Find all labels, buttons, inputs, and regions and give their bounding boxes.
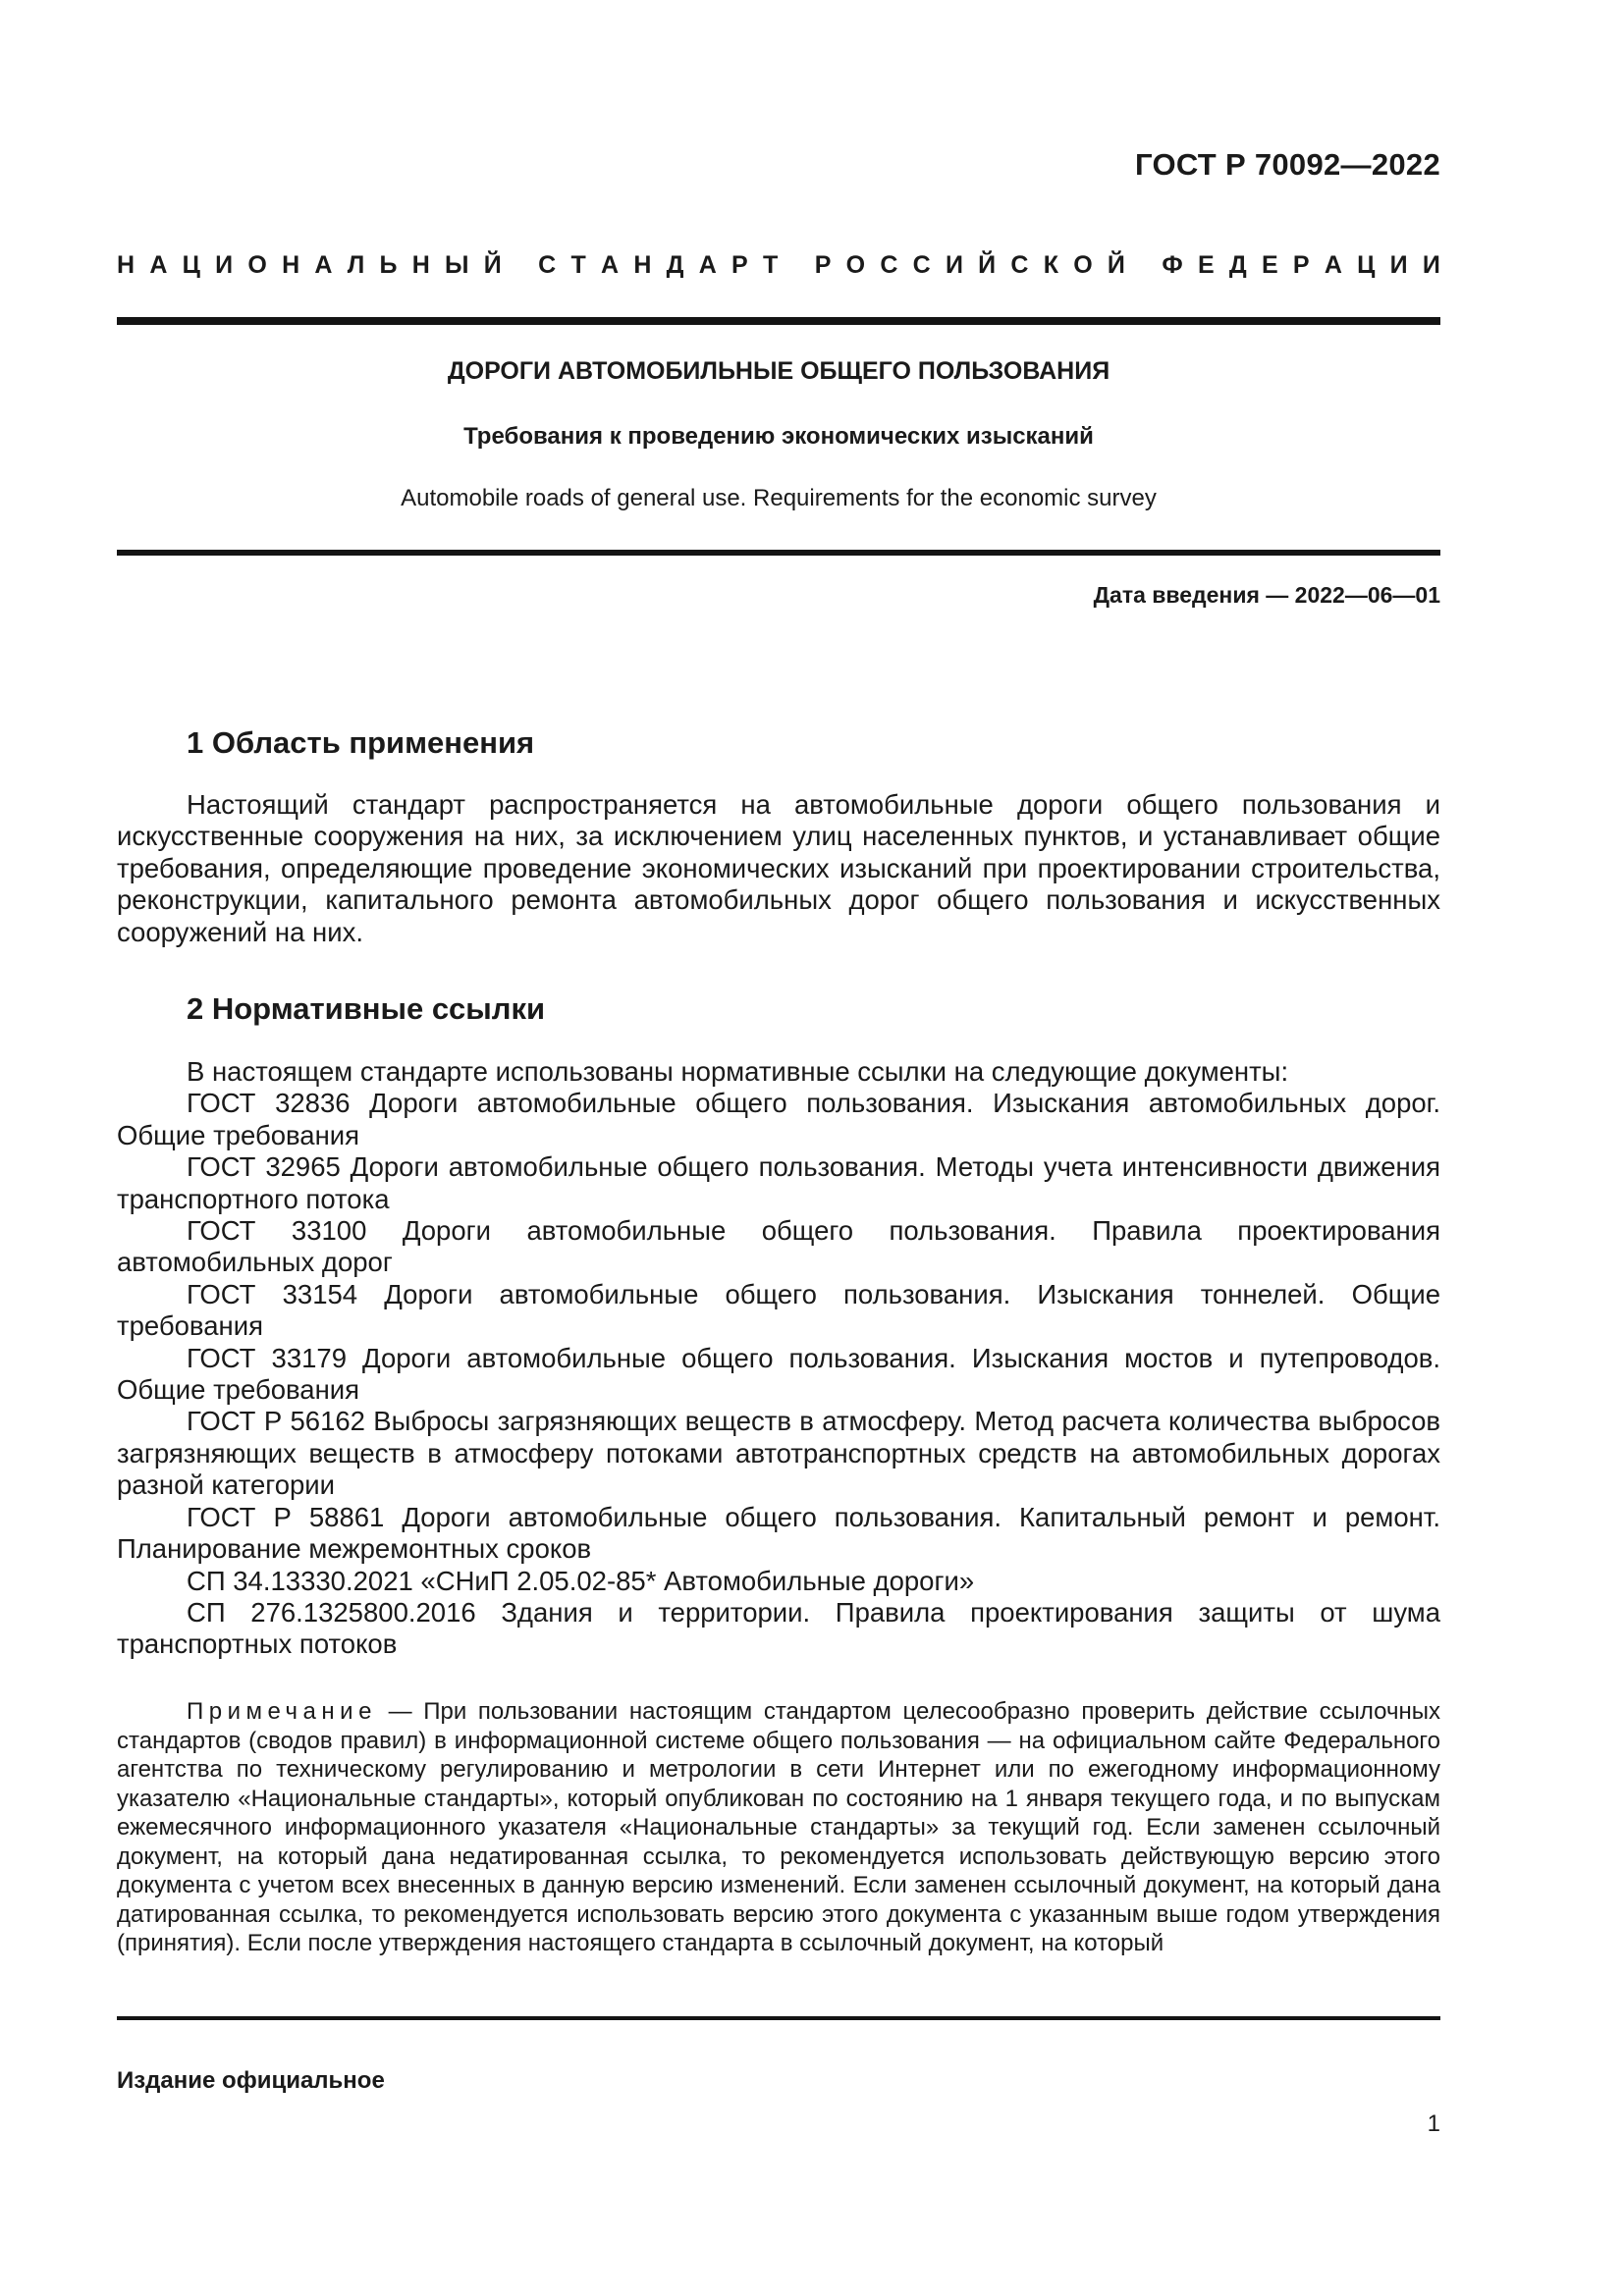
banner-letter: О (247, 251, 267, 279)
footer-rule (117, 2016, 1440, 2020)
banner-letter: А (149, 251, 168, 279)
banner-letter: О (1073, 251, 1093, 279)
banner-letter (1140, 251, 1147, 280)
banner-letter: Т (762, 251, 779, 279)
banner-letter: А (314, 251, 333, 279)
banner-letter: Ц (182, 251, 200, 279)
reference-item: ГОСТ 32836 Дороги автомобильные общего пользования. Изыскания автомобильных дорог. Общие требования (117, 1088, 1440, 1150)
banner-letter: Ц (1357, 251, 1376, 279)
banner-letter: И (215, 251, 234, 279)
banner-letter: Ы (445, 251, 469, 279)
section-2-heading: 2 Нормативные ссылки (187, 991, 546, 1026)
banner-letter: Т (570, 251, 586, 279)
page-number: 1 (1427, 2110, 1440, 2137)
banner-letter (792, 251, 799, 280)
banner-letter: Н (117, 251, 135, 279)
official-edition-label: Издание официальное (117, 2067, 385, 2094)
title-bottom-rule (117, 550, 1440, 556)
reference-item: ГОСТ 33154 Дороги автомобильные общего пользования. Изыскания тоннелей. Общие требования (117, 1278, 1440, 1342)
banner-letter: К (1043, 251, 1058, 279)
note-text: — При пользовании настоящим стандартом целесообразно проверить действие ссылочных стандартов (сводов правил) в информационной системе общего пользования — на официальном сайте Федерального агентства по техническому регулированию и метрологии в сети Интернет или по ежегодному информационному указателю «Национальные стандарты», который опубликован по состоянию на 1 января текущего года, и по выпускам ежемесячного информационного указателя «Национальные стандарты» за текущий год. Если заменен ссылочный документ, на который дана недатированная ссылка, то рекомендуется использовать действующую версию этого документа с учетом всех внесенных в данную версию изменений. Если заменен ссылочный документ, на который дана датированная ссылка, то рекомендуется использовать версию этого документа с указанным выше годом утверждения (принятия). Если после утверждения настоящего стандарта в ссылочный документ, на который (117, 1698, 1440, 1956)
banner-letter: Р (1292, 251, 1310, 279)
banner-letter: Ь (379, 251, 398, 279)
banner-letter: Р (814, 251, 832, 279)
banner-letter: Е (1197, 251, 1215, 279)
banner-letter: Й (978, 251, 997, 279)
banner-letter: А (601, 251, 620, 279)
banner-letter: Ф (1162, 251, 1183, 279)
banner-letter: А (1324, 251, 1342, 279)
banner-letter (516, 251, 523, 280)
banner-letter: С (1010, 251, 1029, 279)
banner-letter: И (1422, 251, 1440, 279)
reference-item: ГОСТ Р 56162 Выбросы загрязняющих веществ в атмосферу. Метод расчета количества выбросов загрязняющих веществ в атмосферу потоками автотранспортных средств на автомобильных дорогах разной категории (117, 1406, 1440, 1501)
banner-letter: Й (1107, 251, 1125, 279)
banner-letter: Д (666, 251, 684, 279)
banner-letter: С (538, 251, 557, 279)
note-paragraph (117, 1697, 1440, 1958)
reference-item: ГОСТ Р 58861 Дороги автомобильные общего пользования. Капитальный ремонт и ремонт. Планирование межремонтных сроков (117, 1501, 1440, 1565)
banner-letter: Р (731, 251, 748, 279)
note-label: Примечание (187, 1698, 377, 1725)
section-2-intro: В настоящем стандарте использованы нормативные ссылки на следующие документы: (187, 1056, 1289, 1087)
banner-letter: Н (411, 251, 430, 279)
reference-item: ГОСТ 33179 Дороги автомобильные общего пользования. Изыскания мостов и путепроводов. Общие требования (117, 1342, 1440, 1406)
banner-letter: Н (282, 251, 300, 279)
reference-item: СП 34.13330.2021 «СНиП 2.05.02-85* Автомобильные дороги» (187, 1565, 975, 1596)
introduction-date: Дата введения — 2022—06—01 (1093, 582, 1440, 608)
reference-item: СП 276.1325800.2016 Здания и территории. Правила проектирования защиты от шума транспортных потоков (117, 1596, 1440, 1660)
reference-item: ГОСТ 32965 Дороги автомобильные общего пользования. Методы учета интенсивности движения транспортного потока (117, 1151, 1440, 1214)
banner-letter: И (945, 251, 963, 279)
document-code: ГОСТ Р 70092—2022 (1135, 147, 1440, 182)
section-1-text: Настоящий стандарт распространяется на автомобильные дороги общего пользования и искусственные сооружения на них, за исключением улиц населенных пунктов, и устанавливает общие требования, определяющие проведение экономических изысканий при проектировании строительства, реконструкции, капитального ремонта автомобильных дорог общего пользования и искусственных сооружений на них. (117, 789, 1440, 947)
reference-item: ГОСТ 33100 Дороги автомобильные общего пользования. Правила проектирования автомобильных дорог (117, 1215, 1440, 1278)
document-title-english: Automobile roads of general use. Requirements for the economic survey (401, 485, 1157, 511)
national-standard-banner (117, 251, 1440, 280)
document-title: ДОРОГИ АВТОМОБИЛЬНЫЕ ОБЩЕГО ПОЛЬЗОВАНИЯ (447, 357, 1110, 385)
section-2-body (117, 1056, 1440, 1661)
banner-letter: Л (347, 251, 365, 279)
banner-letter: И (1389, 251, 1408, 279)
top-rule (117, 317, 1440, 325)
banner-letter: Д (1228, 251, 1247, 279)
banner-letter: А (698, 251, 717, 279)
banner-letter: Й (483, 251, 502, 279)
banner-letter: Н (633, 251, 652, 279)
banner-letter: Е (1261, 251, 1278, 279)
document-subtitle: Требования к проведению экономических изысканий (463, 423, 1094, 450)
banner-letter: С (880, 251, 898, 279)
banner-letter: О (845, 251, 866, 279)
section-1-heading: 1 Область применения (187, 725, 535, 760)
banner-letter: С (912, 251, 931, 279)
